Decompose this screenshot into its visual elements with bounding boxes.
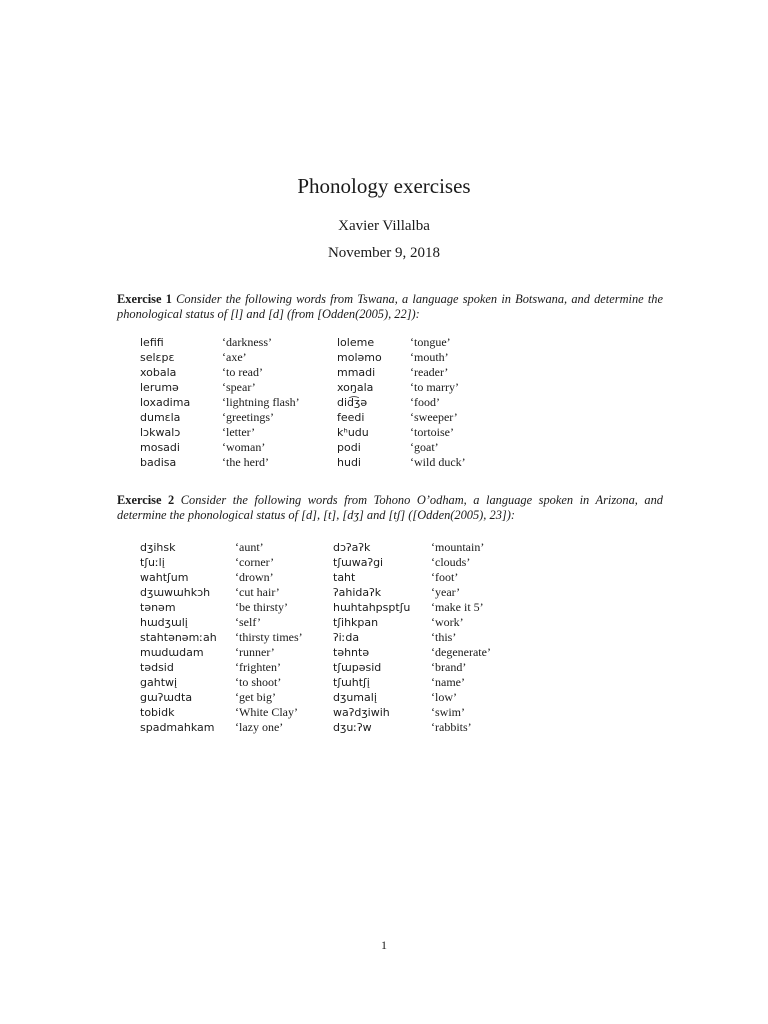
word-gloss: ‘wild duck’: [410, 455, 466, 469]
word-form: dʒuːʔw: [333, 721, 372, 734]
word-gloss: ‘lazy one’: [235, 720, 284, 734]
word-gloss: ‘foot’: [431, 570, 459, 584]
word-gloss: ‘goat’: [410, 440, 439, 454]
word-form: hudi: [337, 456, 361, 469]
word-form: did͡ʒə: [337, 396, 368, 409]
table-row: [140, 395, 490, 410]
word-gloss: ‘name’: [431, 675, 465, 689]
table-row: [140, 380, 490, 395]
word-gloss: ‘food’: [410, 395, 440, 409]
word-form: tʃɯwaʔgi: [333, 556, 384, 569]
word-gloss: ‘darkness’: [222, 335, 272, 349]
word-gloss: ‘swim’: [431, 705, 465, 719]
table-row: [140, 540, 511, 555]
word-gloss: ‘make it 5’: [431, 600, 484, 614]
word-form: tobidk: [140, 706, 175, 719]
word-gloss: ‘brand’: [431, 660, 467, 674]
word-form: mosadi: [140, 441, 180, 454]
exercise-2-word-table: [140, 540, 511, 735]
word-gloss: ‘tortoise’: [410, 425, 454, 439]
word-form: dɔʔaʔk: [333, 541, 371, 554]
word-form: ʔahidaʔk: [333, 586, 382, 599]
word-gloss: ‘rabbits’: [431, 720, 472, 734]
word-gloss: ‘clouds’: [431, 555, 471, 569]
word-gloss: ‘to read’: [222, 365, 263, 379]
exercise-2-label: Exercise 2: [117, 493, 175, 507]
word-form: waʔdʒiwih: [333, 706, 390, 719]
word-form: xobala: [140, 366, 177, 379]
word-gloss: ‘sweeper’: [410, 410, 458, 424]
word-form: lɔkwalɔ: [140, 426, 181, 439]
table-row: [140, 690, 511, 705]
word-form: tʃuːlį: [140, 556, 165, 569]
word-gloss: ‘mountain’: [431, 540, 485, 554]
word-gloss: ‘be thirsty’: [235, 600, 288, 614]
word-form: tədsid: [140, 661, 174, 674]
word-gloss: ‘woman’: [222, 440, 266, 454]
word-gloss: ‘work’: [431, 615, 464, 629]
word-form: tʃɯhtʃį: [333, 676, 370, 689]
word-gloss: ‘cut hair’: [235, 585, 280, 599]
word-form: moləmo: [337, 351, 382, 364]
word-form: hɯhtahpsptʃu: [333, 601, 411, 614]
word-gloss: ‘to marry’: [410, 380, 459, 394]
word-form: podi: [337, 441, 361, 454]
word-gloss: ‘self’: [235, 615, 261, 629]
word-form: lerumə: [140, 381, 179, 394]
exercise-2-prompt: Consider the following words from Tohono O’odham, a language spoken in Arizona, and determine the phonological status of [d], [t], [dʒ] and [tʃ] ([Odden(2005), 23]):: [117, 493, 663, 522]
table-row: [140, 410, 490, 425]
word-gloss: ‘thirsty times’: [235, 630, 303, 644]
table-row: [140, 455, 490, 470]
word-gloss: ‘get big’: [235, 690, 276, 704]
word-gloss: ‘greetings’: [222, 410, 274, 424]
table-row: [140, 365, 490, 380]
table-row: [140, 425, 490, 440]
table-row: [140, 585, 511, 600]
word-form: kʰudu: [337, 426, 369, 439]
word-form: dʒihsk: [140, 541, 176, 554]
word-form: təhntə: [333, 646, 370, 659]
word-gloss: ‘the herd’: [222, 455, 269, 469]
word-gloss: ‘to shoot’: [235, 675, 282, 689]
word-gloss: ‘runner’: [235, 645, 275, 659]
word-form: ʔiːda: [333, 631, 360, 644]
table-row: [140, 440, 490, 455]
word-form: loxadima: [140, 396, 191, 409]
word-form: mɯdɯdam: [140, 646, 204, 659]
page-number: 1: [381, 938, 387, 952]
word-gloss: ‘drown’: [235, 570, 274, 584]
exercise-1-word-table: [140, 335, 490, 470]
word-form: xoŋala: [337, 381, 374, 394]
document-date: November 9, 2018: [327, 245, 441, 261]
word-form: tʃɯpəsid: [333, 661, 382, 674]
word-form: dʒumalį: [333, 691, 377, 704]
word-gloss: ‘spear’: [222, 380, 256, 394]
exercise-2: [117, 493, 663, 523]
table-row: [140, 615, 511, 630]
word-form: tʃihkpan: [333, 616, 379, 629]
table-row: [140, 555, 511, 570]
document-title: Phonology exercises: [297, 174, 471, 198]
word-form: tənəm: [140, 601, 176, 614]
table-row: [140, 645, 511, 660]
word-gloss: ‘this’: [431, 630, 457, 644]
word-form: badisa: [140, 456, 177, 469]
word-form: feedi: [337, 411, 365, 424]
word-form: mmadi: [337, 366, 376, 379]
exercise-1-label: Exercise 1: [117, 292, 172, 306]
table-row: [140, 570, 511, 585]
word-gloss: ‘low’: [431, 690, 457, 704]
table-row: [140, 630, 511, 645]
word-gloss: ‘reader’: [410, 365, 449, 379]
word-gloss: ‘year’: [431, 585, 461, 599]
word-form: spadmahkam: [140, 721, 215, 734]
word-form: selɛpɛ: [140, 351, 175, 364]
word-form: dumɛla: [140, 411, 181, 424]
word-form: lefifi: [140, 336, 164, 349]
table-row: [140, 335, 490, 350]
table-row: [140, 675, 511, 690]
word-form: stahtənəmːah: [140, 631, 217, 644]
word-gloss: ‘corner’: [235, 555, 275, 569]
table-row: [140, 705, 511, 720]
document-author: Xavier Villalba: [338, 218, 430, 234]
exercise-1-word-table-body: [140, 335, 490, 470]
exercise-2-word-table-body: [140, 540, 511, 735]
word-gloss: ‘tongue’: [410, 335, 451, 349]
word-form: gahtwį: [140, 676, 178, 689]
word-form: dʒɯwɯhkɔh: [140, 586, 211, 599]
table-row: [140, 660, 511, 675]
word-gloss: ‘aunt’: [235, 540, 264, 554]
word-form: wahtʃum: [140, 571, 189, 584]
table-row: [140, 350, 490, 365]
word-gloss: ‘axe’: [222, 350, 247, 364]
table-row: [140, 720, 511, 735]
word-gloss: ‘mouth’: [410, 350, 449, 364]
table-row: [140, 600, 511, 615]
exercise-1: [117, 292, 663, 322]
word-gloss: ‘letter’: [222, 425, 256, 439]
word-form: loleme: [337, 336, 375, 349]
word-gloss: ‘lightning flash’: [222, 395, 300, 409]
word-form: taht: [333, 571, 356, 584]
word-gloss: ‘frighten’: [235, 660, 281, 674]
word-form: gɯʔɯdta: [140, 691, 193, 704]
word-form: hɯdʒɯlį: [140, 616, 188, 629]
word-gloss: ‘degenerate’: [431, 645, 491, 659]
word-gloss: ‘White Clay’: [235, 705, 298, 719]
exercise-1-prompt: Consider the following words from Tswana, a language spoken in Botswana, and determine the phonological status of [l] and [d] (from [Odden(2005), 22]):: [117, 292, 663, 321]
